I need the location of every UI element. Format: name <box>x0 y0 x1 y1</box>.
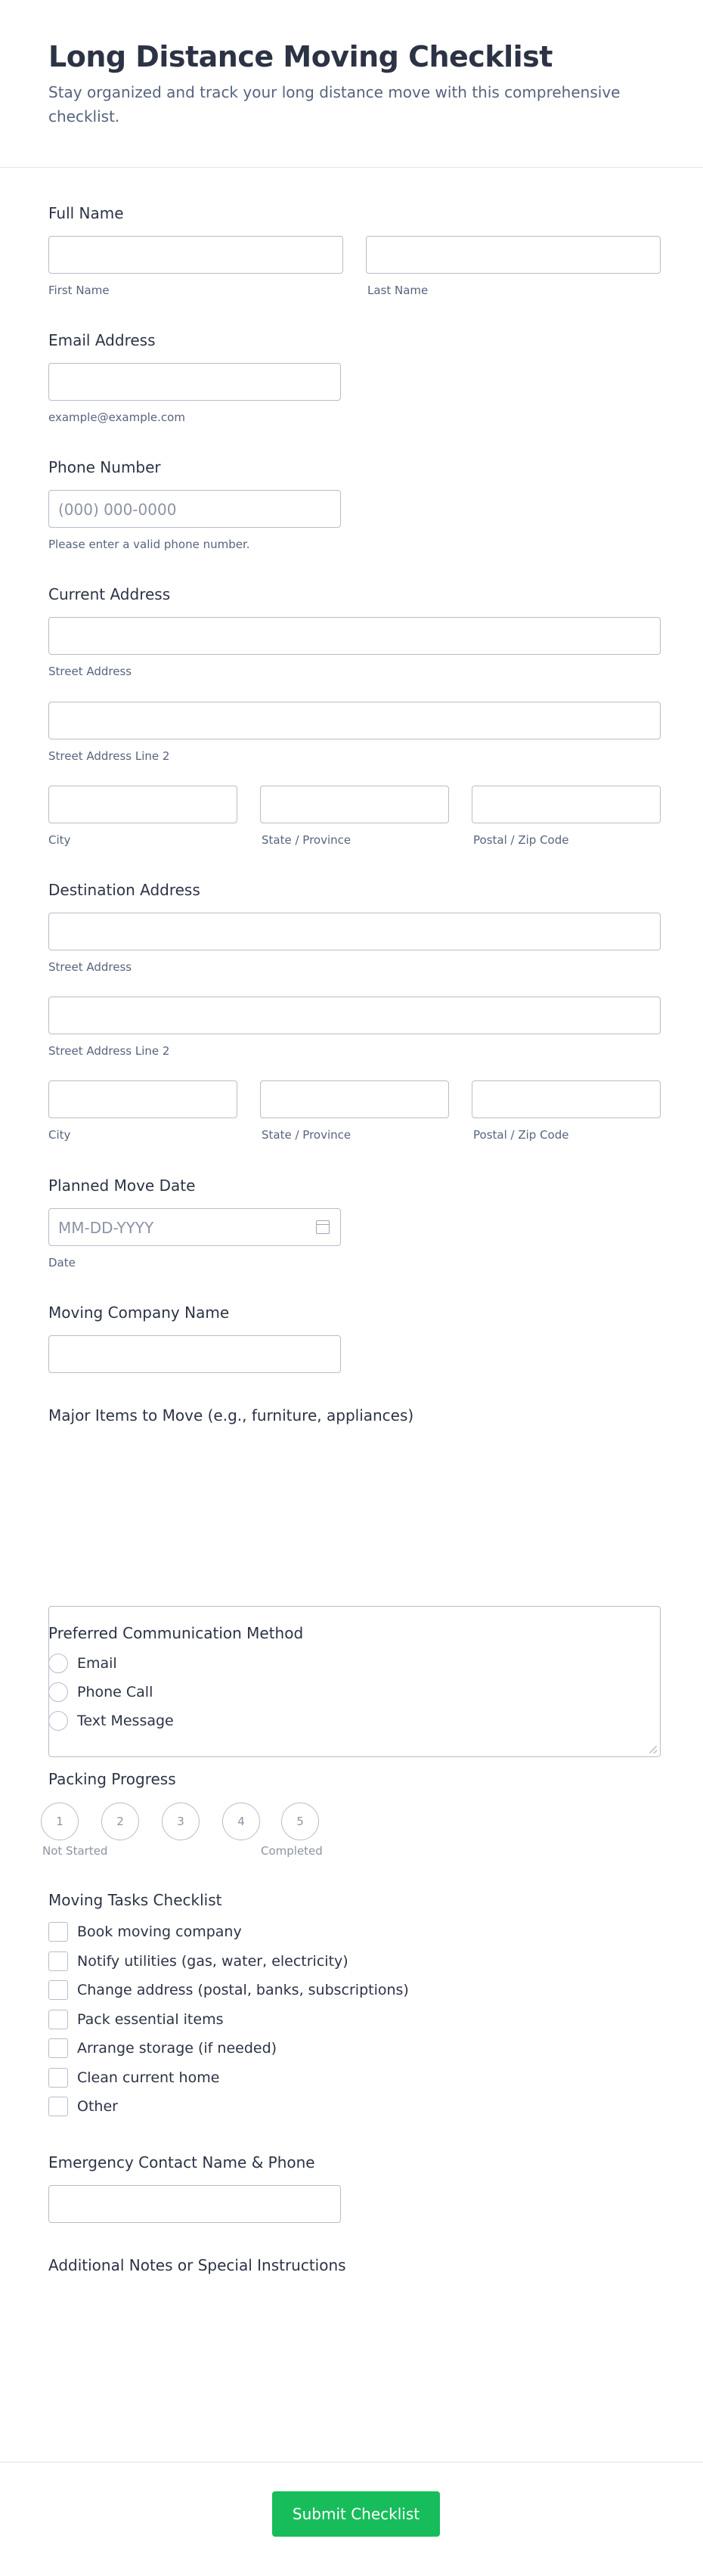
email-input[interactable] <box>48 363 341 401</box>
form-header <box>0 0 703 168</box>
scale-max-label: Completed <box>261 1844 323 1858</box>
tasks-checklist <box>48 1917 409 2122</box>
current-city-input[interactable] <box>48 786 237 823</box>
emergency-contact-label: Emergency Contact Name & Phone <box>48 2153 315 2171</box>
scale-option-2[interactable]: 2 <box>101 1803 139 1840</box>
destination-street-input[interactable] <box>48 913 661 950</box>
form-footer <box>0 2462 703 2576</box>
phone-input[interactable] <box>48 490 341 528</box>
checkbox[interactable] <box>48 2097 68 2116</box>
form-title: Long Distance Moving Checklist <box>48 40 553 73</box>
radio-option-email[interactable] <box>48 1649 174 1678</box>
checkbox-label: Notify utilities (gas, water, electricity) <box>77 1952 348 1970</box>
task-change-address[interactable] <box>48 1976 409 2005</box>
full-name-label: Full Name <box>48 204 124 222</box>
current-street-sublabel: Street Address <box>48 665 132 678</box>
emergency-contact-input[interactable] <box>48 2185 341 2223</box>
first-name-sublabel: First Name <box>48 284 110 297</box>
destination-street-sublabel: Street Address <box>48 960 132 974</box>
calendar-icon[interactable] <box>316 1220 330 1234</box>
destination-zip-sublabel: Postal / Zip Code <box>473 1128 569 1142</box>
radio-option-label: Email <box>77 1655 117 1672</box>
current-zip-input[interactable] <box>472 786 661 823</box>
radio-option-phone-call[interactable] <box>48 1678 174 1706</box>
task-clean-current-home[interactable] <box>48 2063 409 2093</box>
destination-street2-sublabel: Street Address Line 2 <box>48 1044 170 1058</box>
communication-label: Preferred Communication Method <box>48 1624 304 1642</box>
destination-zip-input[interactable] <box>472 1080 661 1118</box>
current-city-sublabel: City <box>48 833 71 847</box>
scale-option-5[interactable]: 5 <box>281 1803 319 1840</box>
checkbox[interactable] <box>48 2010 68 2029</box>
radio-button[interactable] <box>48 1711 68 1731</box>
phone-sublabel: Please enter a valid phone number. <box>48 538 250 551</box>
checkbox-label: Book moving company <box>77 1923 242 1941</box>
checkbox[interactable] <box>48 2068 68 2088</box>
radio-option-text-message[interactable] <box>48 1706 174 1735</box>
notes-label: Additional Notes or Special Instructions <box>48 2256 346 2274</box>
moving-company-label: Moving Company Name <box>48 1303 230 1322</box>
major-items-label: Major Items to Move (e.g., furniture, appliances) <box>48 1406 414 1424</box>
move-date-input[interactable] <box>48 1208 341 1246</box>
current-zip-sublabel: Postal / Zip Code <box>473 833 569 847</box>
resize-handle-icon[interactable] <box>649 1746 657 1753</box>
scale-option-1[interactable]: 1 <box>41 1803 79 1840</box>
destination-state-sublabel: State / Province <box>262 1128 352 1142</box>
checkbox-label: Pack essential items <box>77 2010 224 2028</box>
tasks-label: Moving Tasks Checklist <box>48 1891 222 1909</box>
move-date-label: Planned Move Date <box>48 1176 196 1195</box>
task-other[interactable] <box>48 2092 409 2122</box>
radio-option-label: Phone Call <box>77 1684 153 1700</box>
form-subtitle: Stay organized and track your long distance move with this comprehensive checklist. <box>48 83 621 126</box>
scale-option-3[interactable]: 3 <box>162 1803 200 1840</box>
current-street2-input[interactable] <box>48 702 661 739</box>
radio-button[interactable] <box>48 1654 68 1673</box>
submit-button[interactable]: Submit Checklist <box>272 2491 440 2537</box>
destination-address-label: Destination Address <box>48 881 200 899</box>
current-street-input[interactable] <box>48 617 661 655</box>
scale-option-4[interactable]: 4 <box>222 1803 260 1840</box>
move-date-sublabel: Date <box>48 1256 76 1269</box>
task-pack-essential-items[interactable] <box>48 2005 409 2035</box>
radio-option-label: Text Message <box>77 1713 174 1729</box>
destination-state-input[interactable] <box>260 1080 449 1118</box>
move-date-placeholder: MM-DD-YYYY <box>58 1219 154 1237</box>
checkbox-label: Change address (postal, banks, subscriptions) <box>77 1982 409 1999</box>
task-book-moving-company[interactable] <box>48 1917 409 1947</box>
checkbox-label: Other <box>77 2098 118 2116</box>
scale-min-label: Not Started <box>42 1844 108 1858</box>
destination-city-input[interactable] <box>48 1080 237 1118</box>
checkbox[interactable] <box>48 2038 68 2058</box>
first-name-input[interactable] <box>48 236 343 274</box>
packing-progress-label: Packing Progress <box>48 1770 176 1788</box>
phone-label: Phone Number <box>48 458 161 476</box>
task-arrange-storage[interactable] <box>48 2034 409 2063</box>
radio-button[interactable] <box>48 1682 68 1702</box>
packing-scale <box>0 1803 703 1840</box>
current-state-input[interactable] <box>260 786 449 823</box>
current-street2-sublabel: Street Address Line 2 <box>48 749 170 763</box>
destination-city-sublabel: City <box>48 1128 71 1142</box>
last-name-input[interactable] <box>366 236 661 274</box>
moving-company-input[interactable] <box>48 1335 341 1373</box>
checkbox-label: Clean current home <box>77 2069 220 2086</box>
task-notify-utilities[interactable] <box>48 1947 409 1976</box>
checkbox[interactable] <box>48 1980 68 2000</box>
email-label: Email Address <box>48 331 156 349</box>
current-state-sublabel: State / Province <box>262 833 352 847</box>
communication-options <box>48 1649 174 1735</box>
checkbox[interactable] <box>48 1951 68 1971</box>
email-sublabel: example@example.com <box>48 411 185 424</box>
phone-placeholder: (000) 000-0000 <box>58 501 177 519</box>
checkbox[interactable] <box>48 1922 68 1942</box>
last-name-sublabel: Last Name <box>367 284 429 297</box>
checkbox-label: Arrange storage (if needed) <box>77 2040 277 2057</box>
destination-street2-input[interactable] <box>48 997 661 1034</box>
current-address-label: Current Address <box>48 585 171 603</box>
